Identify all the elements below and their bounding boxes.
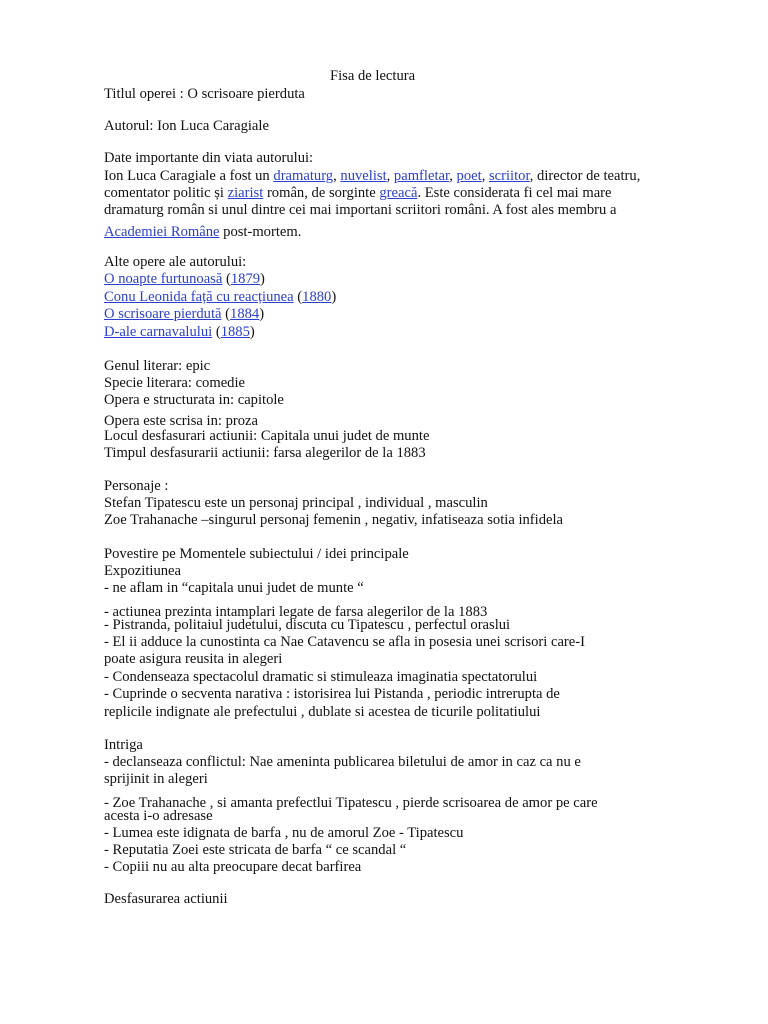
bio-line-3: dramaturg român si unul dintre cei mai importani scriitori români. A fost ales membru a — [104, 202, 617, 218]
intriga-heading: Intriga — [104, 737, 143, 753]
scrisa-line: Opera este scrisa in: proza — [104, 413, 258, 429]
link-scriitor[interactable]: scriitor — [488, 168, 530, 184]
genul-line: Genul literar: epic — [104, 358, 211, 374]
expo-line: replicile indignate ale prefectului , dublate si acestea de ticurile politatiului — [104, 704, 541, 720]
link-ziarist[interactable]: ziarist — [227, 185, 264, 201]
expo-line: poate asigura reusita in alegeri — [104, 651, 283, 667]
opera-year-link[interactable]: 1880 — [302, 289, 332, 305]
alte-opere-heading: Alte opere ale autorului: — [104, 254, 247, 270]
bio-text: român, de sorginte — [263, 185, 380, 201]
link-nuvelist[interactable]: nuvelist — [340, 168, 387, 184]
personaj-line: Stefan Tipatescu este un personaj principal , individual , masculin — [104, 495, 488, 511]
bio-text: post-mortem. — [219, 224, 302, 240]
link-academia-romana[interactable]: Academiei Române — [104, 224, 220, 240]
link-poet[interactable]: poet — [456, 168, 482, 184]
bio-line-1: Ion Luca Caragiale a fost un dramaturg, nuvelist, pamfletar, poet, scriitor, director de teatru, — [104, 168, 641, 184]
expo-line: - Cuprinde o secventa narativa : istorisirea lui Pistanda , periodic intrerupta de — [104, 686, 560, 702]
opera-item: Conu Leonida față cu reacțiunea (1880) — [104, 289, 337, 305]
personaje-heading: Personaje : — [104, 478, 169, 494]
structura-line: Opera e structurata in: capitole — [104, 392, 284, 408]
opera-year-link[interactable]: 1879 — [230, 271, 261, 287]
intriga-line: - Zoe Trahanache , si amanta prefectlui Tipatescu , pierde scrisoarea de amor pe care — [104, 795, 598, 811]
timpul-line: Timpul desfasurarii actiunii: farsa alegerilor de la 1883 — [104, 445, 426, 461]
titlu-opera: Titlul operei : O scrisoare pierduta — [104, 86, 305, 102]
opera-year-link[interactable]: 1884 — [230, 306, 260, 322]
opera-item: D-ale carnavalului (1885) — [104, 324, 255, 340]
specie-line: Specie literara: comedie — [104, 375, 245, 391]
bio-line-2 — [104, 185, 612, 202]
link-pamfletar[interactable]: pamfletar — [393, 168, 450, 184]
expo-line: - ne aflam in “capitala unui judet de munte “ — [104, 580, 364, 596]
povestire-heading: Povestire pe Momentele subiectului / idei principale — [104, 546, 409, 562]
bio-text: , director de teatru, — [529, 168, 641, 184]
intriga-line: - Lumea este idignata de barfa , nu de amorul Zoe - Tipatescu — [104, 825, 464, 841]
opera-title-link[interactable]: O noapte furtunoasă — [104, 271, 223, 287]
opera-item: O scrisoare pierdută (1884) — [104, 306, 265, 322]
date-heading: Date importante din viata autorului: — [104, 150, 314, 166]
intriga-line: - declanseaza conflictul: Nae ameninta publicarea biletului de amor in caz ca nu e — [104, 754, 581, 770]
document-title: Fisa de lectura — [330, 68, 416, 84]
autor-line: Autorul: Ion Luca Caragiale — [104, 118, 269, 134]
intriga-line: - Copiii nu au alta preocupare decat barfirea — [104, 859, 362, 875]
opera-item: O noapte furtunoasă (1879) — [104, 271, 265, 287]
opera-title-link[interactable]: O scrisoare pierdută — [104, 306, 222, 322]
intriga-line: acesta i-o adresase — [104, 808, 213, 824]
expozitiunea-heading: Expozitiunea — [104, 563, 181, 579]
personaj-line: Zoe Trahanache –singurul personaj femenin , negativ, infatiseaza sotia infidela — [104, 512, 564, 528]
expo-line: - Pistranda, politaiul judetului, discuta cu Tipatescu , perfectul oraslui — [104, 617, 511, 633]
expo-line: - Condenseaza spectacolul dramatic si stimuleaza imaginatia spectatorului — [104, 669, 538, 685]
link-greaca[interactable]: greacă — [379, 185, 418, 201]
expo-line: - El ii adduce la cunostinta ca Nae Catavencu se afla in posesia unei scrisori care-I — [104, 634, 585, 650]
intriga-line: sprijinit in alegeri — [104, 771, 208, 787]
bio-text: comentator politic și — [104, 185, 228, 201]
link-dramaturg[interactable]: dramaturg — [273, 168, 334, 184]
opera-title-link[interactable]: D-ale carnavalului — [104, 324, 213, 340]
desfasurarea-heading: Desfasurarea actiunii — [104, 891, 228, 907]
opera-title-link[interactable]: Conu Leonida față cu reacțiunea — [104, 289, 294, 305]
locul-line: Locul desfasurari actiunii: Capitala unui judet de munte — [104, 428, 430, 444]
bio-text: Ion Luca Caragiale a fost un — [104, 168, 274, 184]
opera-year-link[interactable]: 1885 — [220, 324, 250, 340]
bio-line-4 — [104, 224, 301, 241]
expo-line: - actiunea prezinta intamplari legate de farsa alegerilor de la 1883 — [104, 604, 488, 620]
intriga-line: - Reputatia Zoei este stricata de barfa “ ce scandal “ — [104, 842, 407, 858]
bio-text: . Este considerata fi cel mai mare — [417, 185, 612, 201]
